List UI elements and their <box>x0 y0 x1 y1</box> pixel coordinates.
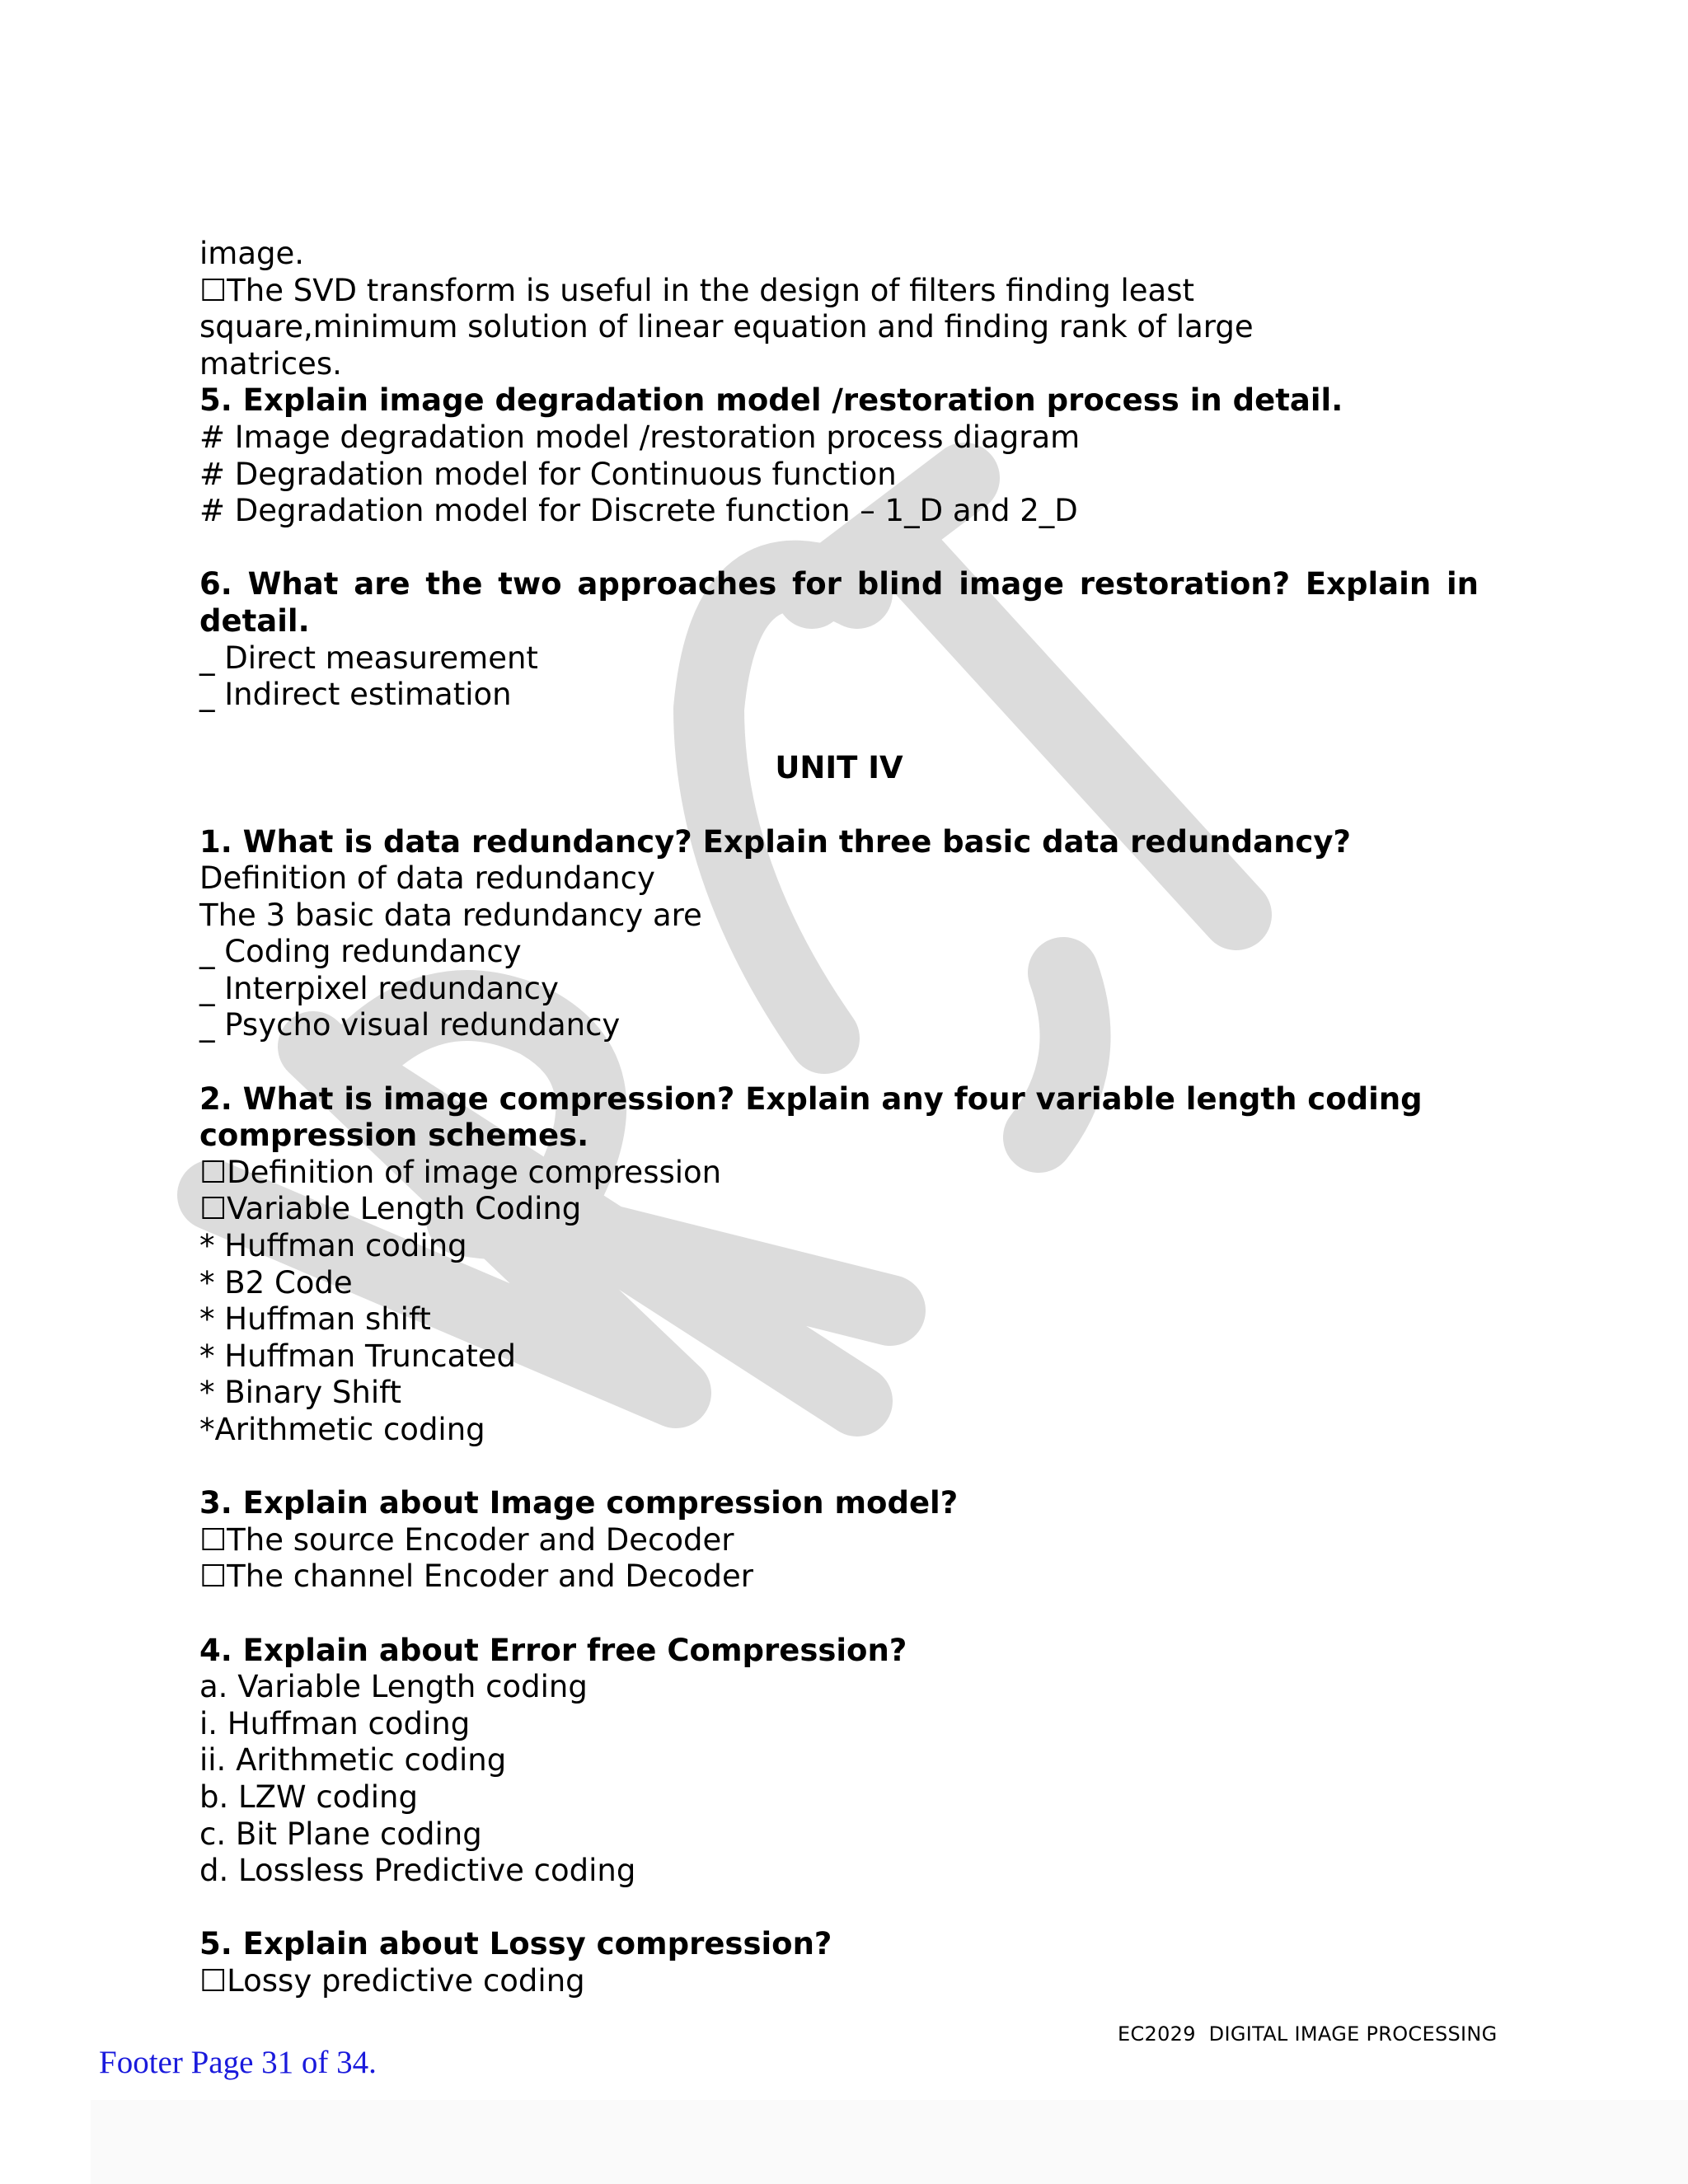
heading-line: 3. Explain about Image compression model? <box>199 1485 959 1521</box>
text-line: _ Direct measurement <box>199 640 538 676</box>
text-line: Definition of data redundancy <box>199 860 655 897</box>
blank-line <box>199 1449 1479 1486</box>
blank-line <box>199 787 1479 824</box>
text-line: * Huffman coding <box>199 1228 467 1264</box>
text-line: matrices. <box>199 345 342 382</box>
text-line: # Image degradation model /restoration process diagram <box>199 419 1081 455</box>
heading-line: 4. Explain about Error free Compression? <box>199 1632 907 1668</box>
text-line: a. Variable Length coding <box>199 1669 588 1705</box>
heading-line: 6. What are the two approaches for blind image restoration? Explain in <box>199 566 1479 602</box>
text-line: c. Bit Plane coding <box>199 1816 482 1852</box>
blank-line <box>199 530 1479 567</box>
blank-line <box>199 1596 1479 1633</box>
text-line: square,minimum solution of linear equation and finding rank of large <box>199 309 1254 345</box>
text-line: ☐The source Encoder and Decoder <box>199 1521 734 1558</box>
text-line: ii. Arithmetic coding <box>199 1742 507 1779</box>
blank-line <box>199 1044 1479 1081</box>
blank-line <box>199 714 1479 751</box>
heading-line: 2. What is image compression? Explain any four variable length coding <box>199 1080 1423 1117</box>
text-line: * Binary Shift <box>199 1375 402 1411</box>
document-body <box>199 236 1479 2000</box>
text-line: image. <box>199 236 305 271</box>
text-line: ☐The SVD transform is useful in the design of filters finding least <box>199 272 1194 308</box>
heading-line: 5. Explain image degradation model /restoration process in detail. <box>199 382 1343 419</box>
text-line: b. LZW coding <box>199 1779 418 1815</box>
text-line: ☐Definition of image compression <box>199 1154 722 1190</box>
heading-line: 1. What is data redundancy? Explain three basic data redundancy? <box>199 823 1351 860</box>
text-line: i. Huffman coding <box>199 1705 471 1741</box>
text-line: ☐Variable Length Coding <box>199 1191 582 1227</box>
text-line: d. Lossless Predictive coding <box>199 1853 636 1889</box>
text-line: _ Coding redundancy <box>199 934 522 970</box>
text-line: _ Interpixel redundancy <box>199 970 559 1006</box>
text-line: _ Psycho visual redundancy <box>199 1007 621 1043</box>
text-line: # Degradation model for Discrete function – 1_D and 2_D <box>199 493 1078 529</box>
text-line: * B2 Code <box>199 1264 353 1301</box>
text-line: * Huffman Truncated <box>199 1338 517 1374</box>
text-line: ☐Lossy predictive coding <box>199 1962 585 1999</box>
footer-page-number: Footer Page 31 of 34. <box>99 2045 377 2080</box>
heading-line: 5. Explain about Lossy compression? <box>199 1926 832 1962</box>
text-line: ☐The channel Encoder and Decoder <box>199 1558 754 1595</box>
heading-line: UNIT IV <box>775 750 903 786</box>
text-line: *Arithmetic coding <box>199 1412 485 1447</box>
heading-line: detail. <box>199 602 310 639</box>
heading-line: compression schemes. <box>199 1118 589 1154</box>
blank-line <box>199 1890 1479 1927</box>
text-line: * Huffman shift <box>199 1301 431 1338</box>
text-line: The 3 basic data redundancy are <box>199 897 702 933</box>
text-line: _ Indirect estimation <box>199 677 512 713</box>
footer-band <box>91 2100 1688 2184</box>
document-title-footer: EC2029 DIGITAL IMAGE PROCESSING <box>1118 2022 1498 2046</box>
text-line: # Degradation model for Continuous function <box>199 456 897 492</box>
